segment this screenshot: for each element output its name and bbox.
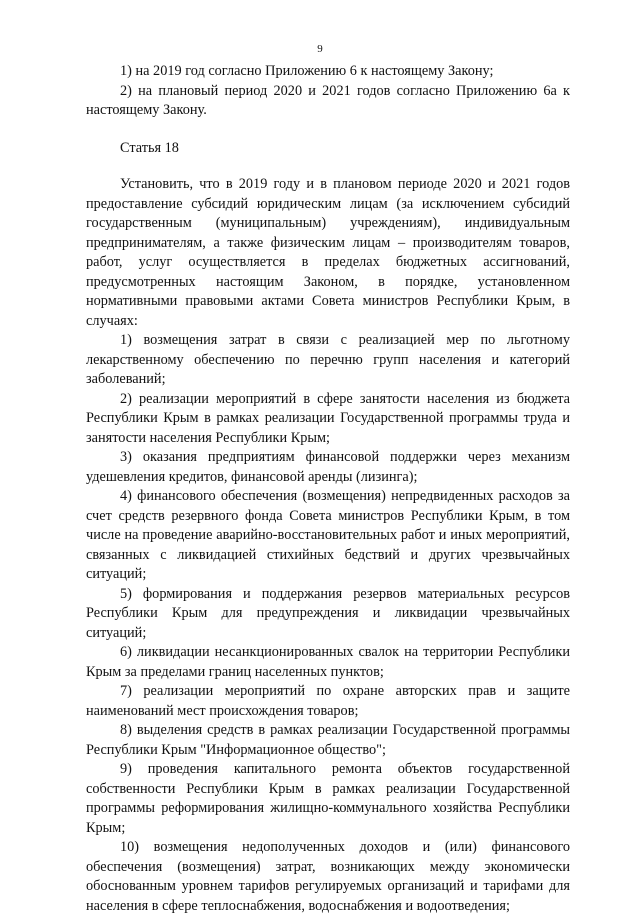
article-item-10: 10) возмещения недополученных доходов и (или) финансового обеспечения (возмещения) затрат, возникающих между экономически обоснованным уровнем тарифов регулируемых организаций и тарифами для населения в сфере теплоснабжения, водоснабжения и водоотведения; (86, 839, 570, 914)
article-lead-paragraph: Установить, что в 2019 году и в плановом периоде 2020 и 2021 годов предоставление субсидий юридическим лицам (за исключением субсидий государственным (муниципальным) учреждениям), индивидуальным предпринимателям, а также физическим лицам – производителям товаров, работ, услуг осуществляется в пределах бюджетных ассигнований, предусмотренных настоящим Законом, в порядке, установленном нормативными правовыми актами Совета министров Республики Крым, в случаях: (86, 176, 570, 329)
intro-item-2: 2) на плановый период 2020 и 2021 годов согласно Приложению 6а к настоящему Закону. (86, 82, 570, 118)
article-item-9: 9) проведения капитального ремонта объектов государственной собственности Республики Крым в рамках реализации Государственной программы реформирования жилищно-коммунального хозяйства Республики Крым; (86, 761, 570, 836)
article-heading: Статья 18 (120, 139, 179, 156)
document-body (86, 62, 570, 916)
article-item-3: 3) оказания предприятиям финансовой поддержки через механизм удешевления кредитов, финансовой аренды (лизинга); (86, 449, 570, 485)
article-item-1: 1) возмещения затрат в связи с реализацией мер по льготному лекарственному обеспечению по перечню групп населения и категорий заболеваний; (86, 332, 570, 387)
article-item-5: 5) формирования и поддержания резервов материальных ресурсов Республики Крым для предупреждения и ликвидации чрезвычайных ситуаций; (86, 585, 570, 641)
intro-item-1: 1) на 2019 год согласно Приложению 6 к настоящему Закону; (120, 63, 494, 79)
page-number: 9 (317, 43, 323, 55)
article-item-2: 2) реализации мероприятий в сфере занятости населения из бюджета Республики Крым в рамках реализации Государственной программы труда и занятости населения Республики Крым; (86, 390, 570, 446)
article-item-8: 8) выделения средств в рамках реализации Государственной программы Республики Крым "Информационное общество"; (86, 722, 570, 758)
article-item-7: 7) реализации мероприятий по охране авторских прав и защите наименований мест происхождения товаров; (86, 683, 570, 719)
article-item-6: 6) ликвидации несанкционированных свалок на территории Республики Крым за пределами границ населенных пунктов; (86, 644, 570, 680)
article-item-4: 4) финансового обеспечения (возмещения) непредвиденных расходов за счет средств резервного фонда Совета министров Республики Крым, в том числе на проведение аварийно-восстановительных работ и иных мероприятий, связанных с ликвидацией стихийных бедствий и других чрезвычайных ситуаций; (86, 488, 570, 582)
